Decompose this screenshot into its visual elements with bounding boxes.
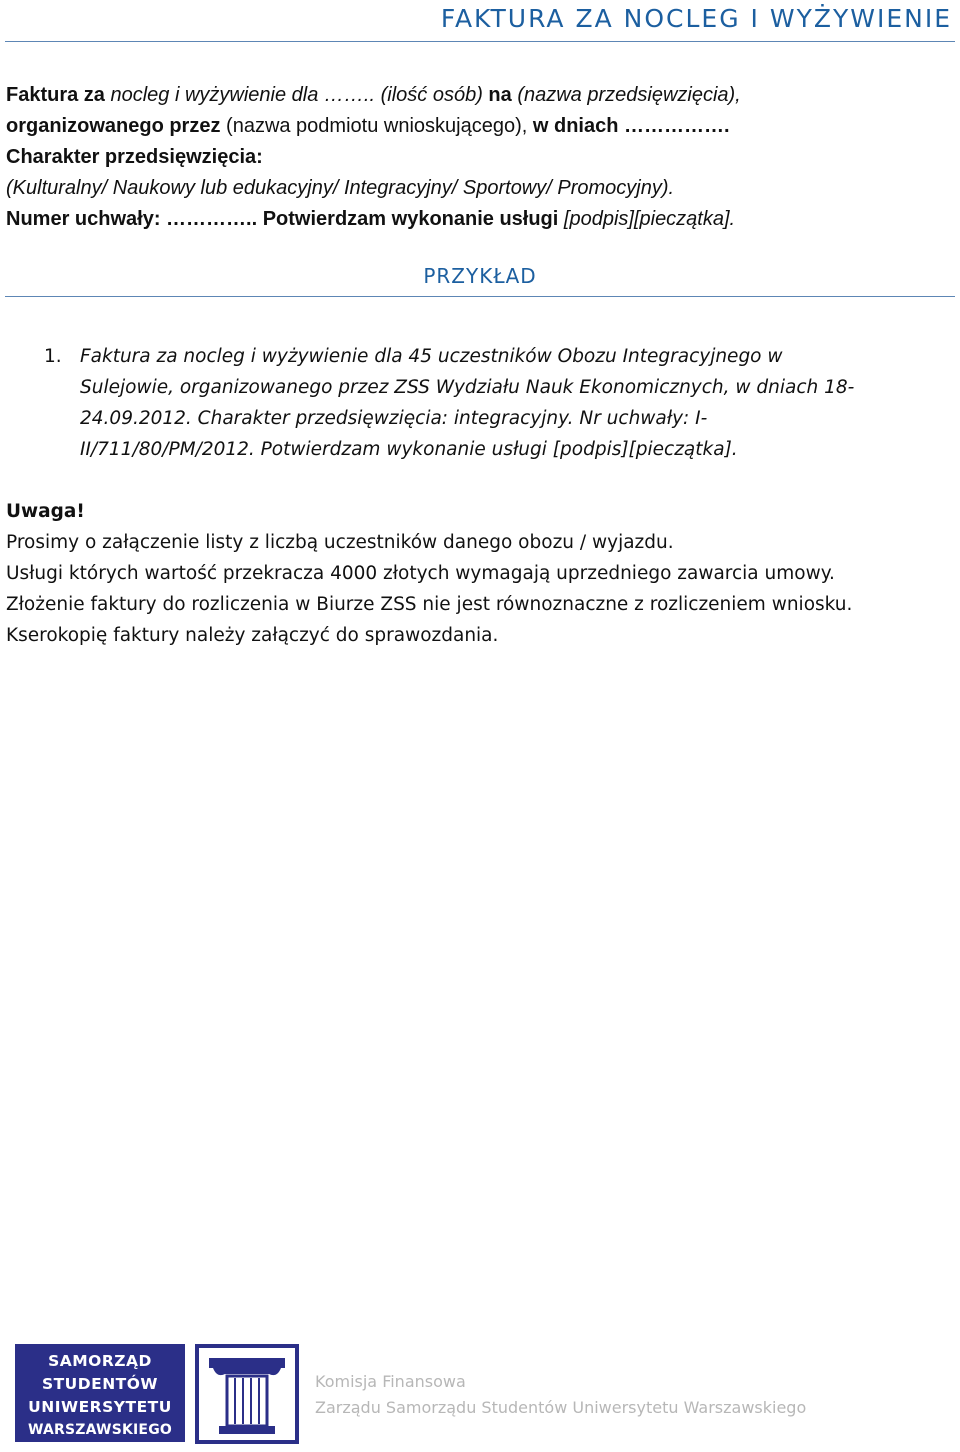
- note-heading: Uwaga!: [6, 501, 85, 522]
- example-line: II/711/80/PM/2012. Potwierdzam wykonanie usługi [podpis][pieczątka].: [80, 439, 738, 460]
- example-line: Faktura za nocleg i wyżywienie dla 45 uczestników Obozu Integracyjnego w: [80, 346, 783, 367]
- note-section: [6, 496, 956, 651]
- example-heading: PRZYKŁAD: [423, 264, 537, 288]
- template-line-1: Faktura za nocleg i wyżywienie dla …….. (ilość osób) na (nazwa przedsięwzięcia),: [6, 84, 741, 106]
- samorzad-logo: SAMORZĄD STUDENTÓW UNIWERSYTETU WARSZAWSKIEGO: [15, 1344, 185, 1442]
- template-line-3: Charakter przedsięwzięcia:: [6, 146, 263, 168]
- template-line-5: Numer uchwały: ………….. Potwierdzam wykonanie usługi [podpis][pieczątka].: [6, 208, 736, 230]
- example-number: 1.: [44, 346, 62, 367]
- template-line-2: organizowanego przez (nazwa podmiotu wnioskującego), w dniach …………….: [6, 115, 730, 137]
- example-text: [80, 341, 924, 465]
- template-line-4: (Kulturalny/ Naukowy lub edukacyjny/ Integracyjny/ Sportowy/ Promocyjny).: [6, 177, 675, 199]
- note-line: Prosimy o załączenie listy z liczbą uczestników danego obozu / wyjazdu.: [6, 532, 674, 553]
- note-line: Kserokopię faktury należy załączyć do sprawozdania.: [6, 625, 499, 646]
- footer: [0, 1340, 960, 1450]
- document-title: FAKTURA ZA NOCLEG I WYŻYWIENIE: [440, 4, 952, 33]
- footer-organization-name: Zarządu Samorządu Studentów Uniwersytetu Warszawskiego: [315, 1398, 807, 1417]
- example-divider: [5, 296, 955, 297]
- example-line: Sulejowie, organizowanego przez ZSS Wydziału Nauk Ekonomicznych, w dniach 18-: [80, 377, 855, 398]
- example-list: [44, 341, 924, 465]
- note-line: Złożenie faktury do rozliczenia w Biurze ZSS nie jest równoznaczne z rozliczeniem wniosku.: [6, 594, 853, 615]
- invoice-template-description: [6, 80, 956, 235]
- example-line: 24.09.2012. Charakter przedsięwzięcia: integracyjny. Nr uchwały: I-: [80, 408, 708, 429]
- footer-committee-name: Komisja Finansowa: [315, 1372, 466, 1391]
- note-line: Usługi których wartość przekracza 4000 złotych wymagają uprzedniego zawarcia umowy.: [6, 563, 835, 584]
- title-divider: [5, 41, 955, 42]
- column-pillar-icon: [195, 1344, 299, 1444]
